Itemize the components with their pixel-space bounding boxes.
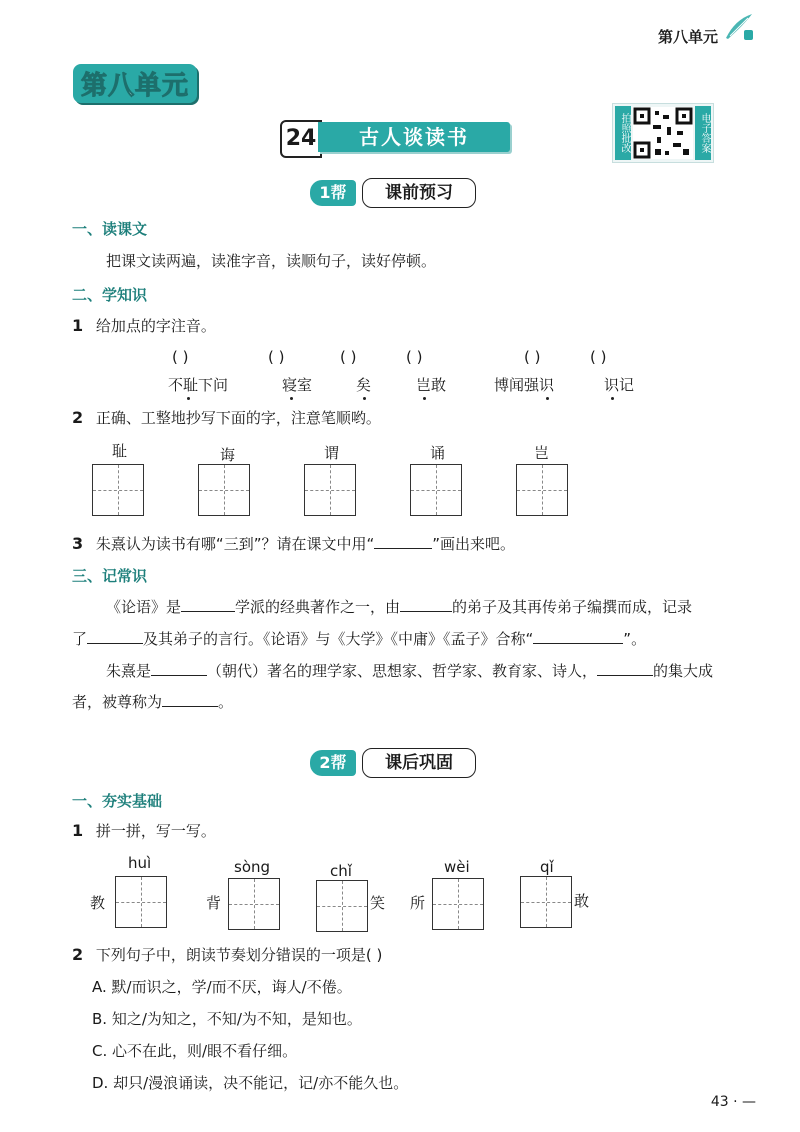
- emphasis-dot: [611, 397, 614, 400]
- word-part-label: 笑: [370, 894, 386, 912]
- paragraph-text: 的集大成: [653, 662, 714, 680]
- copy-character: 诲: [220, 446, 236, 464]
- unit-badge: 第八单元: [73, 64, 197, 103]
- knowledge-paragraph: [72, 691, 233, 713]
- writing-grid-box[interactable]: [198, 464, 250, 516]
- paragraph-text: 了: [72, 630, 88, 648]
- paragraph-text: 《论语》是: [106, 598, 182, 616]
- writing-grid[interactable]: [316, 880, 368, 932]
- emphasis-dot: [546, 397, 549, 400]
- pinyin-answer-blank[interactable]: ( ): [268, 348, 285, 366]
- writing-grid[interactable]: [198, 464, 250, 516]
- question-text: 给加点的字注音。: [95, 317, 216, 335]
- question-1: [72, 315, 216, 337]
- emphasis-dot: [363, 397, 366, 400]
- word-item: 矣: [356, 376, 372, 394]
- paragraph-text: 者，被尊称为: [72, 693, 163, 711]
- writing-grid[interactable]: [228, 878, 280, 930]
- pinyin-answer-blank[interactable]: ( ): [524, 348, 541, 366]
- qr-code-block[interactable]: [612, 103, 714, 163]
- pinyin-label: chǐ: [330, 862, 352, 880]
- question-2: [72, 407, 381, 429]
- question-number: 1: [72, 821, 84, 840]
- qr-code-icon: [633, 107, 693, 159]
- writing-grid-box[interactable]: [92, 464, 144, 516]
- section-badge-number: 2帮: [310, 750, 356, 776]
- question-2: [72, 944, 382, 966]
- heading-read-text: 一、读课文: [72, 220, 148, 238]
- choice-option-d[interactable]: D. 却只/漫浪诵读，决不能记，记/亦不能久也。: [92, 1074, 409, 1092]
- answer-blank[interactable]: [597, 675, 653, 676]
- answer-blank[interactable]: [533, 643, 623, 644]
- question-number: 3: [72, 534, 84, 553]
- choice-option-a[interactable]: A. 默/而识之，学/而不厌，诲人/不倦。: [92, 978, 352, 996]
- choice-option-b[interactable]: B. 知之/为知之，不知/为不知，是知也。: [92, 1010, 362, 1028]
- pinyin-answer-blank[interactable]: ( ): [340, 348, 357, 366]
- writing-grid[interactable]: [92, 464, 144, 516]
- pinyin-answer-blank[interactable]: ( ): [590, 348, 607, 366]
- writing-grid[interactable]: [520, 876, 572, 928]
- word-item: 岂敢: [416, 376, 447, 394]
- question-number: 2: [72, 408, 84, 427]
- emphasis-dot: [423, 397, 426, 400]
- word-part-label: 背: [206, 894, 222, 912]
- pinyin-answer-blank[interactable]: ( ): [172, 348, 189, 366]
- choice-option-c[interactable]: C. 心不在此，则/眼不看仔细。: [92, 1042, 298, 1060]
- pinyin-answer-blank[interactable]: ( ): [406, 348, 423, 366]
- answer-blank[interactable]: [374, 548, 432, 549]
- question-text: 朱熹认为读书有哪“三到”？请在课文中用“: [95, 535, 375, 553]
- writing-grid-box[interactable]: [410, 464, 462, 516]
- paragraph-text: 。: [218, 693, 234, 711]
- heading-common-knowledge: 三、记常识: [72, 567, 148, 585]
- read-text-instruction: 把课文读两遍，读准字音，读顺句子，读好停顿。: [106, 252, 437, 270]
- word-part-label: 所: [410, 894, 426, 912]
- pinyin-label: sòng: [234, 858, 271, 876]
- writing-grid[interactable]: [410, 464, 462, 516]
- word-item: 寝室: [282, 376, 313, 394]
- word-part-label: 敢: [574, 892, 590, 910]
- copy-character: 耻: [112, 442, 128, 460]
- writing-grid-box[interactable]: [115, 876, 167, 928]
- answer-blank[interactable]: [162, 706, 218, 707]
- word-part-label: 教: [90, 894, 106, 912]
- question-1: [72, 820, 216, 842]
- feather-icon: [722, 12, 756, 42]
- answer-blank[interactable]: [151, 675, 207, 676]
- writing-grid-box[interactable]: [432, 878, 484, 930]
- word-item: 识记: [604, 376, 635, 394]
- word-item: 不耻下问: [168, 376, 229, 394]
- section-badge-title: 课前预习: [362, 178, 476, 208]
- writing-grid-box[interactable]: [304, 464, 356, 516]
- heading-basics: 一、夯实基础: [72, 792, 163, 810]
- page-number: 43 · —: [710, 1094, 756, 1110]
- paragraph-text: 的弟子及其再传弟子编撰而成，记录: [452, 598, 693, 616]
- question-text: 下列句子中，朗读节奏划分错误的一项是( ): [95, 946, 383, 964]
- writing-grid-box[interactable]: [228, 878, 280, 930]
- question-3: [72, 533, 515, 555]
- pinyin-label: huì: [128, 854, 152, 872]
- answer-blank[interactable]: [181, 611, 235, 612]
- lesson-title: 古人谈读书: [318, 122, 510, 152]
- pinyin-label: qǐ: [540, 858, 554, 876]
- paragraph-text: 及其弟子的言行。《论语》与《大学》《中庸》《孟子》合称“: [143, 630, 534, 648]
- writing-grid-box[interactable]: [516, 464, 568, 516]
- paragraph-text: 朱熹是: [106, 662, 152, 680]
- pinyin-label: wèi: [444, 858, 470, 876]
- section-badge-title: 课后巩固: [362, 748, 476, 778]
- copy-character: 谓: [324, 444, 340, 462]
- writing-grid[interactable]: [304, 464, 356, 516]
- writing-grid[interactable]: [432, 878, 484, 930]
- unit-header: 第八单元: [657, 28, 718, 46]
- writing-grid-box[interactable]: [316, 880, 368, 932]
- qr-right-label: 电子答案: [695, 106, 711, 160]
- writing-grid[interactable]: [115, 876, 167, 928]
- section-badge-number: 1帮: [310, 180, 356, 206]
- paragraph-text: 学派的经典著作之一，由: [235, 598, 401, 616]
- knowledge-paragraph: [106, 596, 692, 618]
- qr-left-label: 拍照批改: [615, 106, 631, 160]
- copy-character: 诵: [430, 444, 446, 462]
- section-badge-preview: [310, 178, 480, 208]
- copy-character: 岂: [534, 444, 550, 462]
- writing-grid-box[interactable]: [520, 876, 572, 928]
- heading-learn-knowledge: 二、学知识: [72, 286, 148, 304]
- question-text: ”画出来吧。: [432, 535, 516, 553]
- paragraph-text: ”。: [623, 630, 647, 648]
- question-text: 拼一拼，写一写。: [95, 822, 216, 840]
- answer-blank[interactable]: [87, 643, 143, 644]
- lesson-number: 24: [280, 120, 322, 158]
- knowledge-paragraph: [72, 628, 646, 650]
- question-number: 2: [72, 945, 84, 964]
- section-badge-review: [310, 748, 480, 778]
- question-number: 1: [72, 316, 84, 335]
- answer-blank[interactable]: [400, 611, 452, 612]
- question-text: 正确、工整地抄写下面的字，注意笔顺哟。: [95, 409, 381, 427]
- emphasis-dot: [187, 397, 190, 400]
- paragraph-text: （朝代）著名的理学家、思想家、哲学家、教育家、诗人，: [207, 662, 598, 680]
- knowledge-paragraph: [106, 660, 713, 682]
- word-item: 博闻强识: [494, 376, 555, 394]
- writing-grid[interactable]: [516, 464, 568, 516]
- emphasis-dot: [290, 397, 293, 400]
